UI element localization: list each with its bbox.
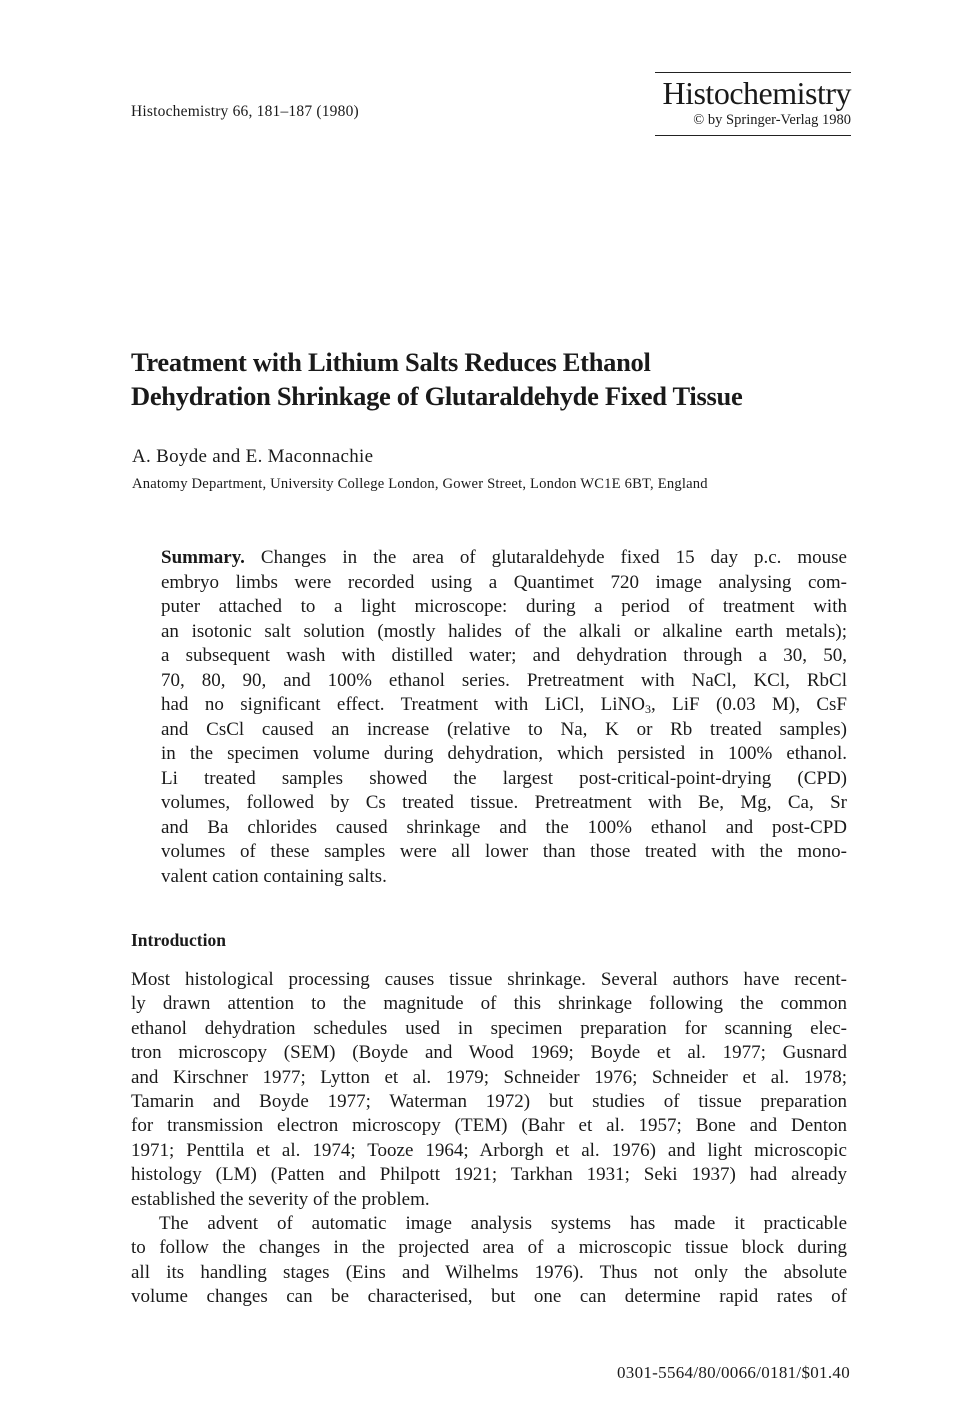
summary-line: valent cation containing salts. xyxy=(161,865,387,887)
summary-line: had no significant effect. Treatment with LiCl, LiNO$_3$, LiF (0.03 M), CsF xyxy=(161,694,848,716)
summary-line: Summary. Changes in the area of glutaraldehyde fixed 15 day p.c. mouse xyxy=(161,547,847,568)
summary-line: volumes, followed by Cs treated tissue. Pretreatment with Be, Mg, Ca, Sr xyxy=(161,792,847,813)
body-line: established the severity of the problem. xyxy=(131,1188,430,1210)
summary-line: an isotonic salt solution (mostly halides of the alkali or alkaline earth metals); xyxy=(161,620,847,642)
body-line: Tamarin and Boyde 1977; Waterman 1972) but studies of tissue preparation xyxy=(131,1090,847,1112)
article-code: 0301-5564/80/0066/0181/$01.40 xyxy=(616,1363,850,1382)
body-line: and Kirschner 1977; Lytton et al. 1979; Schneider 1976; Schneider et al. 1978; xyxy=(131,1066,847,1088)
body-line: to follow the changes in the projected area of a microscopic tissue block during xyxy=(131,1237,847,1259)
summary-line: and Ba chlorides caused shrinkage and the 100% ethanol and post-CPD xyxy=(161,816,847,838)
summary-line: volumes of these samples were all lower than those treated with the mono- xyxy=(161,841,847,862)
summary-line: in the specimen volume during dehydration, which persisted in 100% ethanol. xyxy=(161,743,847,764)
summary-line: and CsCl caused an increase (relative to Na, K or Rb treated samples) xyxy=(161,718,847,740)
summary-line: embryo limbs were recorded using a Quantimet 720 image analysing com- xyxy=(161,571,847,593)
body-line: histology (LM) (Patten and Philpott 1921; Tarkhan 1931; Seki 1937) had already xyxy=(131,1164,847,1186)
summary-line: a subsequent wash with distilled water; and dehydration through a 30, 50, xyxy=(161,645,847,666)
body-line: volume changes can be characterised, but one can determine rapid rates of xyxy=(131,1286,847,1308)
copyright-line: © by Springer-Verlag 1980 xyxy=(693,112,851,128)
article-title xyxy=(131,345,851,413)
summary-line: puter attached to a light microscope: during a period of treatment with xyxy=(161,596,847,617)
summary-line: Li treated samples showed the largest post-critical-point-drying (CPD) xyxy=(161,767,847,789)
masthead-rule-bottom xyxy=(655,135,851,136)
body-line: 1971; Penttila et al. 1974; Tooze 1964; Arborgh et al. 1976) and light microscopic xyxy=(131,1139,847,1161)
title-line: Dehydration Shrinkage of Glutaraldehyde Fixed Tissue xyxy=(131,381,743,411)
journal-masthead xyxy=(655,72,851,136)
body-line: for transmission electron microscopy (TEM) (Bahr et al. 1957; Bone and Denton xyxy=(131,1115,847,1137)
subscript: 3 xyxy=(644,702,651,716)
body-line: tron microscopy (SEM) (Boyde and Wood 1969; Boyde et al. 1977; Gusnard xyxy=(131,1042,847,1064)
introduction-body xyxy=(131,968,847,1309)
affiliation: Anatomy Department, University College London, Gower Street, London WC1E 6BT, England xyxy=(132,476,708,492)
masthead-rule-top xyxy=(655,72,851,73)
authors: A. Boyde and E. Maconnachie xyxy=(132,446,374,467)
journal-name: Histochemistry xyxy=(662,75,851,111)
title-line: Treatment with Lithium Salts Reduces Ethanol xyxy=(131,347,651,377)
body-line: Most histological processing causes tissue shrinkage. Several authors have recent- xyxy=(131,969,847,990)
summary-label: Summary. xyxy=(161,547,245,568)
journal-citation: Histochemistry 66, 181–187 (1980) xyxy=(131,103,359,120)
summary-line: 70, 80, 90, and 100% ethanol series. Pretreatment with NaCl, KCl, RbCl xyxy=(161,669,847,691)
body-line: The advent of automatic image analysis systems has made it practicable xyxy=(159,1212,847,1234)
body-line: ly drawn attention to the magnitude of this shrinkage following the common xyxy=(131,993,847,1015)
body-line: all its handling stages (Eins and Wilhelms 1976). Thus not only the absolute xyxy=(131,1261,847,1283)
summary-abstract xyxy=(161,546,847,889)
body-line: ethanol dehydration schedules used in specimen preparation for scanning elec- xyxy=(131,1017,847,1039)
section-heading-introduction: Introduction xyxy=(131,930,226,950)
